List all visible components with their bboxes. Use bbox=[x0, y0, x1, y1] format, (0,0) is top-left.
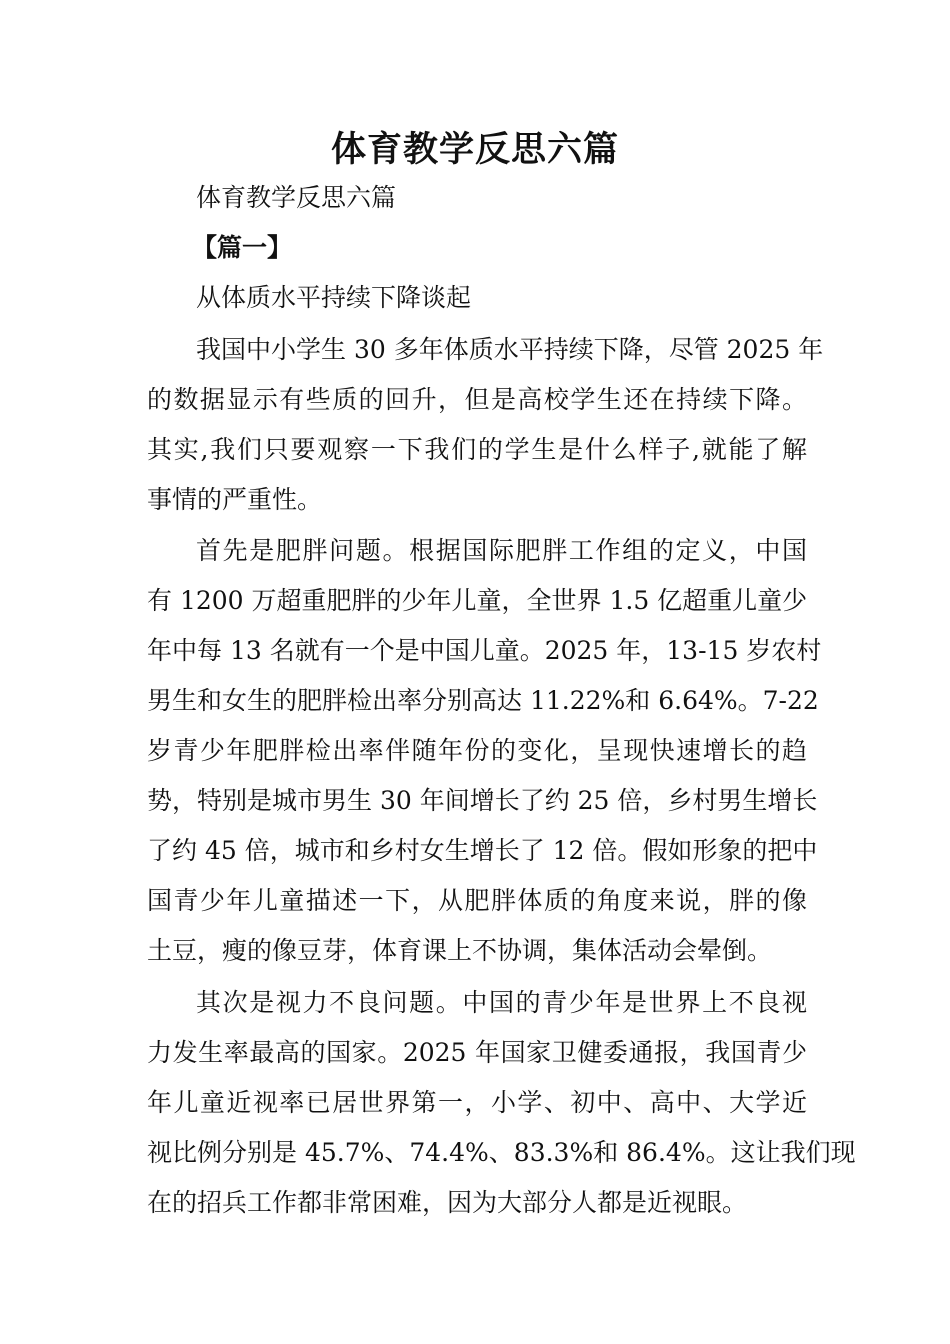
paragraph-line: 年中每 13 名就有一个是中国儿童。2025 年，13-15 岁农村 bbox=[147, 636, 822, 665]
document-subtitle: 体育教学反思六篇 bbox=[196, 183, 397, 212]
paragraph-line: 岁青少年肥胖检出率伴随年份的变化，呈现快速增长的趋 bbox=[147, 736, 807, 765]
paragraph-line: 其实,我们只要观察一下我们的学生是什么样子,就能了解 bbox=[147, 435, 807, 464]
paragraph-line: 势，特别是城市男生 30 年间增长了约 25 倍，乡村男生增长 bbox=[147, 786, 818, 815]
paragraph-line: 男生和女生的肥胖检出率分别高达 11.22%和 6.64%。7-22 bbox=[147, 686, 819, 715]
paragraph-line: 事情的严重性。 bbox=[147, 485, 323, 514]
section-label: 【篇一】 bbox=[192, 233, 293, 262]
paragraph-line: 力发生率最高的国家。2025 年国家卫健委通报，我国青少 bbox=[147, 1038, 807, 1067]
paragraph-line: 土豆，瘦的像豆芽，体育课上不协调，集体活动会晕倒。 bbox=[147, 936, 773, 965]
paragraph-line: 国青少年儿童描述一下，从肥胖体质的角度来说，胖的像 bbox=[147, 886, 807, 915]
paragraph-line: 有 1200 万超重肥胖的少年儿童，全世界 1.5 亿超重儿童少 bbox=[147, 586, 808, 615]
paragraph-line: 其次是视力不良问题。中国的青少年是世界上不良视 bbox=[196, 988, 807, 1017]
paragraph-line: 视比例分别是 45.7%、74.4%、83.3%和 86.4%。这让我们现 bbox=[147, 1138, 856, 1167]
section-heading: 从体质水平持续下降谈起 bbox=[196, 283, 472, 312]
paragraph-line: 我国中小学生 30 多年体质水平持续下降，尽管 2025 年 bbox=[196, 335, 824, 364]
paragraph-line: 年儿童近视率已居世界第一，小学、初中、高中、大学近 bbox=[147, 1088, 807, 1117]
paragraph-line: 了约 45 倍，城市和乡村女生增长了 12 倍。假如形象的把中 bbox=[147, 836, 818, 865]
paragraph-line: 的数据显示有些质的回升，但是高校学生还在持续下降。 bbox=[147, 385, 807, 414]
document-title: 体育教学反思六篇 bbox=[330, 129, 619, 170]
paragraph-line: 首先是肥胖问题。根据国际肥胖工作组的定义，中国 bbox=[196, 536, 807, 565]
paragraph-line: 在的招兵工作都非常困难，因为大部分人都是近视眼。 bbox=[147, 1188, 748, 1217]
